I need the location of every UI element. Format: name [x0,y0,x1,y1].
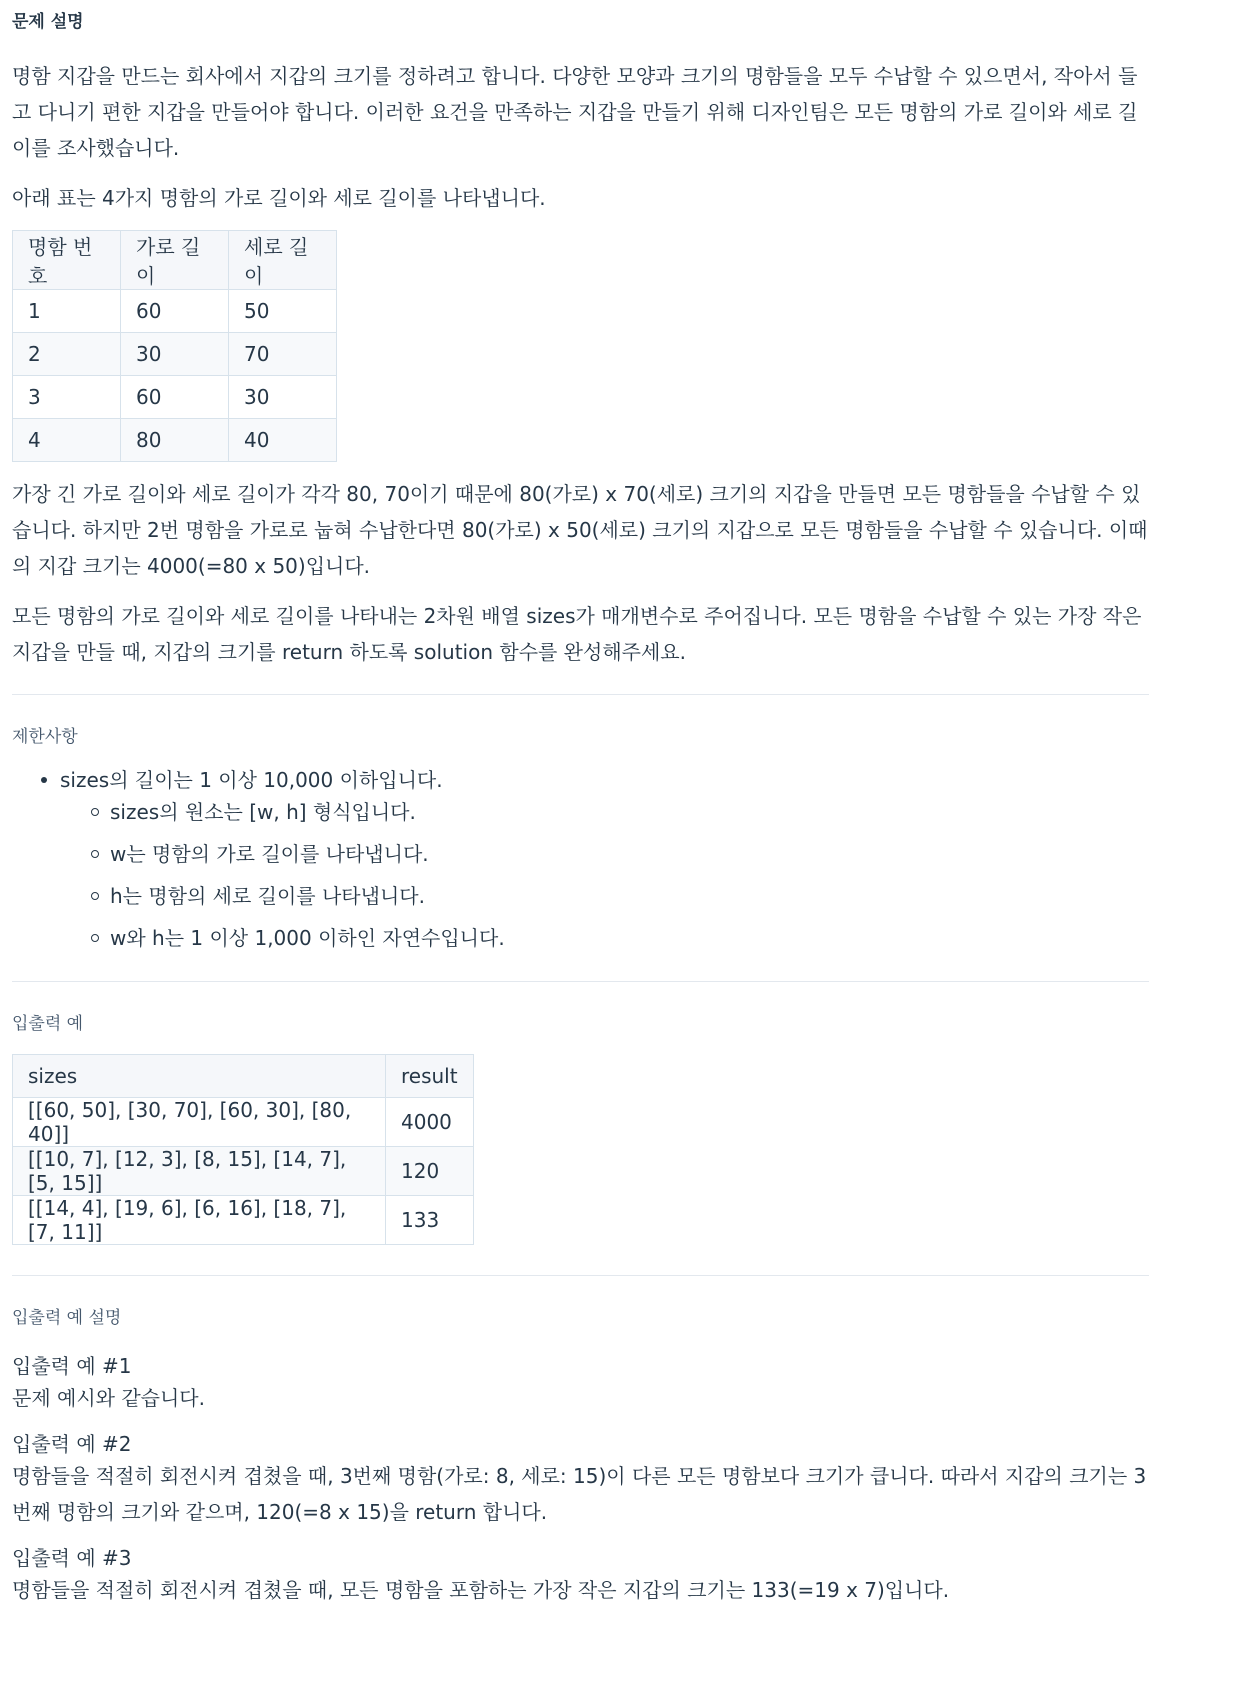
cell-width: 60 [121,376,229,419]
problem-paragraph-table-intro: 아래 표는 4가지 명함의 가로 길이와 세로 길이를 나타냅니다. [12,186,546,210]
cell-width: 60 [121,290,229,333]
cell-result: 120 [386,1147,474,1196]
cell-result: 4000 [386,1098,474,1147]
header-width: 가로 길이 [121,231,229,290]
list-item: sizes의 원소는 [w, h] 형식입니다. [110,799,1149,825]
cell-sizes: [[14, 4], [19, 6], [6, 16], [18, 7], [7, 11]] [13,1196,386,1245]
cell-result: 133 [386,1196,474,1245]
constraints-list [12,767,1149,951]
header-result: result [386,1055,474,1098]
cell-width: 30 [121,333,229,376]
cell-card-number: 4 [13,419,121,462]
cell-card-number: 2 [13,333,121,376]
problem-title: 문제 설명 [12,12,84,32]
problem-paragraph-example: 가장 긴 가로 길이와 세로 길이가 각각 80, 70이기 때문에 80(가로) x 70(세로) 크기의 지갑을 만들면 모든 명함들을 수납할 수 있습니다. 하지만 2번 명함을 가로로 눕혀 수납한다면 80(가로) x 50(세로) 크기의 지갑으로 모든 명함들을 수납할 수 있습니다. 이때의 지갑 크기는 4000(=80 x 50)입니다. [12,482,1148,578]
cell-height: 50 [229,290,337,333]
card-size-table [12,230,337,462]
example-1-text: 문제 예시와 같습니다. [12,1386,205,1410]
list-item: w와 h는 1 이상 1,000 이하인 자연수입니다. [110,925,1149,951]
constraint-main-text: sizes의 길이는 1 이상 10,000 이하입니다. [60,768,443,792]
cell-sizes: [[10, 7], [12, 3], [8, 15], [14, 7], [5, 15]] [13,1147,386,1196]
io-example-title: 입출력 예 [12,1014,84,1034]
problem-paragraph-task: 모든 명함의 가로 길이와 세로 길이를 나타내는 2차원 배열 sizes가 매개변수로 주어집니다. 모든 명함을 수납할 수 있는 가장 작은 지갑을 만들 때, 지갑의 크기를 return 하도록 solution 함수를 완성해주세요. [12,604,1142,664]
table-row [13,290,337,333]
list-item: h는 명함의 세로 길이를 나타냅니다. [110,883,1149,909]
constraints-title: 제한사항 [12,727,78,747]
io-table-header [13,1055,474,1098]
header-sizes: sizes [13,1055,386,1098]
cell-sizes: [[60, 50], [30, 70], [60, 30], [80, 40]] [13,1098,386,1147]
header-height: 세로 길이 [229,231,337,290]
cell-card-number: 3 [13,376,121,419]
table-row [13,1098,474,1147]
header-card-number: 명함 번호 [13,231,121,290]
card-size-table-header [13,231,337,290]
cell-height: 30 [229,376,337,419]
example-2-label: 입출력 예 #2 [12,1432,132,1456]
cell-height: 70 [229,333,337,376]
example-1-label: 입출력 예 #1 [12,1354,132,1378]
example-3-label: 입출력 예 #3 [12,1546,132,1570]
io-example-table [12,1054,474,1245]
problem-paragraph-intro: 명함 지갑을 만드는 회사에서 지갑의 크기를 정하려고 합니다. 다양한 모양과 크기의 명함들을 모두 수납할 수 있으면서, 작아서 들고 다니기 편한 지갑을 만들어야 합니다. 이러한 요건을 만족하는 지갑을 만들기 위해 디자인팀은 모든 명함의 가로 길이와 세로 길이를 조사했습니다. [12,64,1138,160]
cell-card-number: 1 [13,290,121,333]
example-3-text: 명함들을 적절히 회전시켜 겹쳤을 때, 모든 명함을 포함하는 가장 작은 지갑의 크기는 133(=19 x 7)입니다. [12,1578,950,1602]
list-item: w는 명함의 가로 길이를 나타냅니다. [110,841,1149,867]
table-row [13,1147,474,1196]
table-row [13,1196,474,1245]
table-row [13,333,337,376]
table-row [13,376,337,419]
list-item [60,767,1149,951]
constraints-sub-list [60,799,1149,951]
cell-height: 40 [229,419,337,462]
cell-width: 80 [121,419,229,462]
table-row [13,419,337,462]
io-explanation-title: 입출력 예 설명 [12,1308,122,1328]
example-2-text: 명함들을 적절히 회전시켜 겹쳤을 때, 3번째 명함(가로: 8, 세로: 15)이 다른 모든 명함보다 크기가 큽니다. 따라서 지갑의 크기는 3번째 명함의 크기와 같으며, 120(=8 x 15)을 return 합니다. [12,1464,1147,1524]
